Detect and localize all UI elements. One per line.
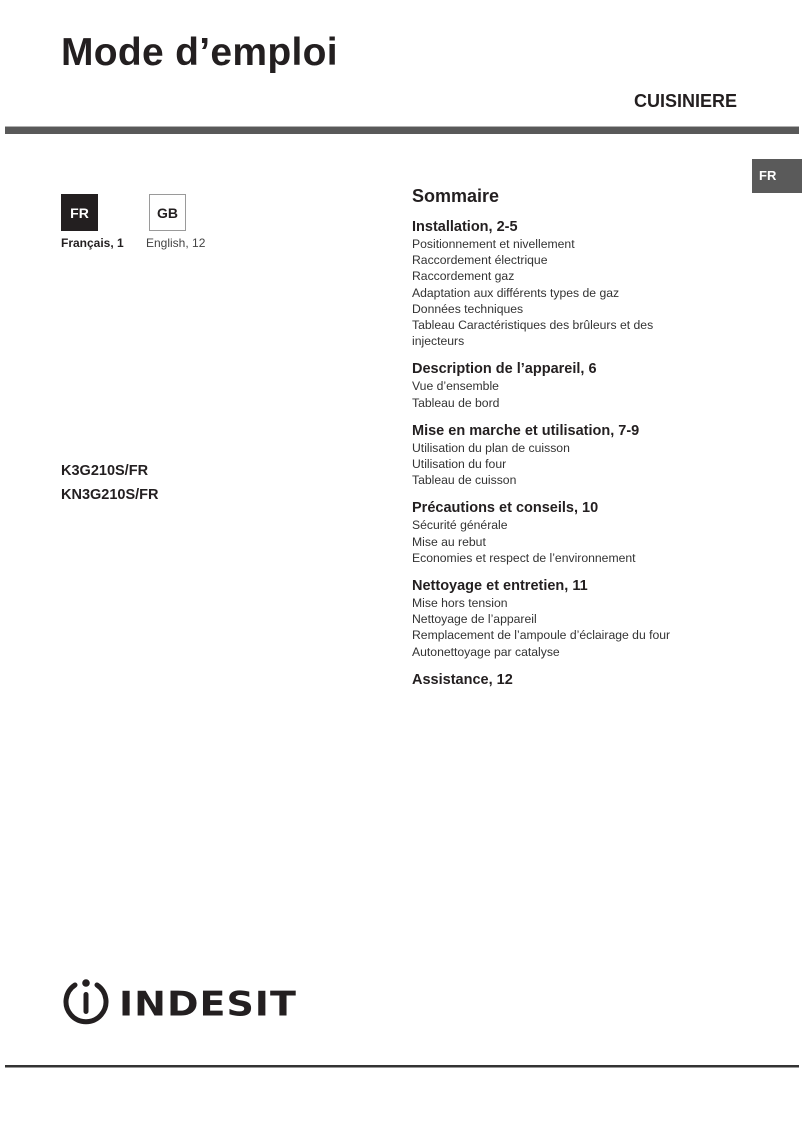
language-tab-fr: FR: [752, 159, 802, 193]
toc-item[interactable]: Autonettoyage par catalyse: [412, 644, 560, 659]
toc-section-nettoyage: [412, 577, 752, 660]
toc-heading[interactable]: Installation, 2-5: [412, 219, 518, 235]
toc-item[interactable]: Raccordement électrique: [412, 253, 548, 268]
language-label-fr: Français, 1: [61, 236, 124, 250]
toc-section-assistance: [412, 671, 752, 689]
toc-item[interactable]: Tableau de cuisson: [412, 473, 517, 488]
toc-item[interactable]: Mise hors tension: [412, 596, 508, 611]
toc-item[interactable]: Adaptation aux différents types de gaz: [412, 285, 620, 300]
toc-heading[interactable]: Nettoyage et entretien, 11: [412, 578, 588, 595]
toc-item[interactable]: Mise au rebut: [412, 534, 486, 549]
toc-item[interactable]: Economies et respect de l’environnement: [412, 550, 636, 565]
product-category: CUISINIERE: [633, 91, 737, 111]
model-number: K3G210S/FR: [61, 463, 149, 479]
toc-item[interactable]: Utilisation du four: [412, 457, 507, 472]
toc-title: Sommaire: [412, 186, 500, 206]
language-box-fr[interactable]: FR: [61, 194, 98, 231]
toc-section-installation: [412, 218, 752, 349]
toc-item[interactable]: Vue d’ensemble: [412, 379, 499, 394]
toc-heading[interactable]: Mise en marche et utilisation, 7-9: [412, 422, 640, 439]
toc-item[interactable]: Positionnement et nivellement: [412, 237, 575, 251]
header-divider: [5, 126, 799, 134]
toc-heading[interactable]: Assistance, 12: [412, 671, 513, 688]
toc-section-precautions: [412, 499, 752, 566]
toc-item[interactable]: Sécurité générale: [412, 518, 508, 533]
toc-item[interactable]: Remplacement de l’ampoule d’éclairage du four: [412, 628, 671, 643]
toc-item[interactable]: Raccordement gaz: [412, 269, 515, 284]
toc-section-utilisation: [412, 422, 752, 489]
toc-item[interactable]: Utilisation du plan de cuisson: [412, 440, 570, 455]
page-title: Mode d’emploi: [61, 31, 338, 74]
toc-heading[interactable]: Précautions et conseils, 10: [412, 500, 599, 517]
toc-item[interactable]: Nettoyage de l’appareil: [412, 612, 537, 627]
language-label-gb: English, 12: [146, 236, 206, 250]
brand-logo: [61, 975, 297, 1032]
indesit-power-logo-icon: [61, 975, 111, 1032]
footer-divider: [5, 1065, 799, 1068]
toc-heading[interactable]: Description de l’appareil, 6: [412, 361, 597, 378]
model-number: KN3G210S/FR: [61, 487, 159, 503]
language-box-gb[interactable]: GB: [149, 194, 186, 231]
toc-item[interactable]: Données techniques: [412, 301, 524, 316]
table-of-contents: [412, 184, 752, 700]
brand-name: INDESIT: [119, 983, 297, 1024]
toc-section-description: [412, 360, 752, 410]
toc-item[interactable]: Tableau de bord: [412, 395, 500, 410]
toc-item[interactable]: Tableau Caractéristiques des brûleurs et des: [412, 318, 654, 333]
toc-item[interactable]: injecteurs: [412, 334, 465, 349]
